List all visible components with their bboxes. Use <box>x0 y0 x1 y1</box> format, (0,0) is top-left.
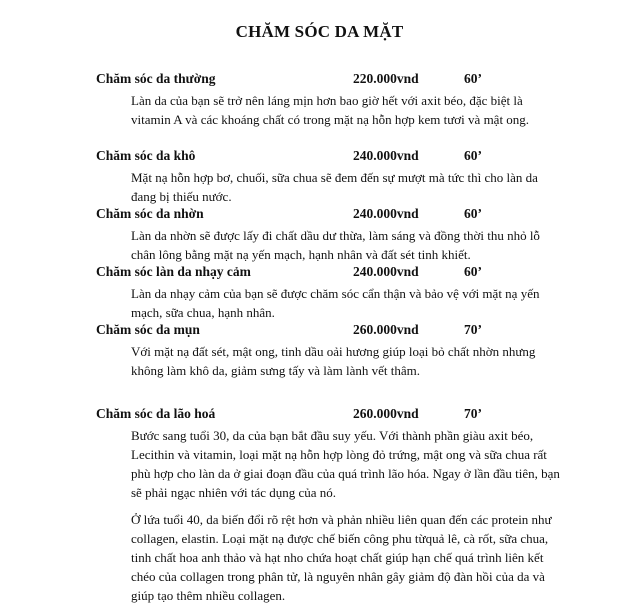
service-description <box>131 342 561 380</box>
service-name: Chăm sóc da lão hoá <box>96 406 216 421</box>
service-duration: 60’ <box>464 264 482 279</box>
service-name: Chăm sóc da thường <box>96 71 216 86</box>
service-duration: 70’ <box>464 322 482 337</box>
service-duration: 60’ <box>464 71 482 86</box>
service-price: 240.000vnd <box>353 264 419 279</box>
service-item <box>0 71 639 137</box>
service-duration: 70’ <box>464 406 482 421</box>
description-paragraph: Làn da của bạn sẽ trở nên láng mịn hơn bao giờ hết với axit béo, đặc biệt là vitamin A và các khoáng chất có trong mặt nạ hỗn hợp kem tươi và mật ong. <box>131 93 530 127</box>
service-price: 240.000vnd <box>353 206 419 221</box>
service-header <box>0 206 639 224</box>
service-duration: 60’ <box>464 206 482 221</box>
service-description <box>131 284 561 322</box>
service-header <box>0 148 639 166</box>
description-paragraph: Làn da nhờn sẽ được lấy đi chất dầu dư thừa, làm sáng và đồng thời thu nhỏ lỗ chân lông bằng mặt nạ yến mạch, hạnh nhân và đất sét tinh khiết. <box>131 228 540 262</box>
service-description <box>131 426 561 605</box>
service-item <box>0 322 639 388</box>
service-price: 240.000vnd <box>353 148 419 163</box>
description-paragraph: Mặt nạ hỗn hợp bơ, chuối, sữa chua sẽ đem đến sự mượt mà tức thì cho làn da đang bị thiếu nước. <box>131 170 538 204</box>
service-header <box>0 406 639 424</box>
description-paragraph: Bước sang tuổi 30, da của bạn bắt đầu suy yếu. Với thành phần giàu axit béo, Lecithin và vitamin, loại mặt nạ hỗn hợp lòng đỏ trứng, mật ong và sữa chua rất phù hợp cho làn da ở giai đoạn đầu của quá trình lão hóa. Ngay ở lần đầu tiên, bạn sẽ phải ngạc nhiên với tác dụng của nó. <box>131 428 560 500</box>
service-item <box>0 206 639 272</box>
service-price: 260.000vnd <box>353 322 419 337</box>
service-name: Chăm sóc da nhờn <box>96 206 204 221</box>
service-header <box>0 322 639 340</box>
service-description <box>131 168 561 206</box>
service-price: 260.000vnd <box>353 406 419 421</box>
service-item <box>0 148 639 214</box>
service-item <box>0 406 639 613</box>
page-title: CHĂM SÓC DA MẶT <box>235 22 404 41</box>
service-header <box>0 264 639 282</box>
service-header <box>0 71 639 89</box>
description-paragraph: Làn da nhạy cảm của bạn sẽ được chăm sóc cẩn thận và bảo vệ với mặt nạ yến mạch, sữa chua, hạnh nhân. <box>131 286 540 320</box>
service-description <box>131 91 561 129</box>
service-name: Chăm sóc làn da nhạy cảm <box>96 264 251 279</box>
service-price: 220.000vnd <box>353 71 419 86</box>
description-paragraph: Với mặt nạ đất sét, mật ong, tinh dầu oải hương giúp loại bỏ chất nhờn nhưng không làm khô da, giảm sưng tấy và làm lành vết thâm. <box>131 344 536 378</box>
service-description <box>131 226 561 264</box>
service-item <box>0 264 639 330</box>
service-name: Chăm sóc da mụn <box>96 322 200 337</box>
service-duration: 60’ <box>464 148 482 163</box>
service-name: Chăm sóc da khô <box>96 148 196 163</box>
description-paragraph: Ở lứa tuổi 40, da biến đổi rõ rệt hơn và phản nhiều liên quan đến các protein như collagen, elastin. Loại mặt nạ được chế biến công phu từquả lê, cà rốt, sữa chua, tinh chất hoa anh thảo và hạt nho chứa hoạt chất giúp hạn chế quá trình liên kết chéo của collagen trong phân tử, là nguyên nhân gây giảm độ đàn hồi của da và giúp tạo thêm nhiều collagen. <box>131 512 552 603</box>
